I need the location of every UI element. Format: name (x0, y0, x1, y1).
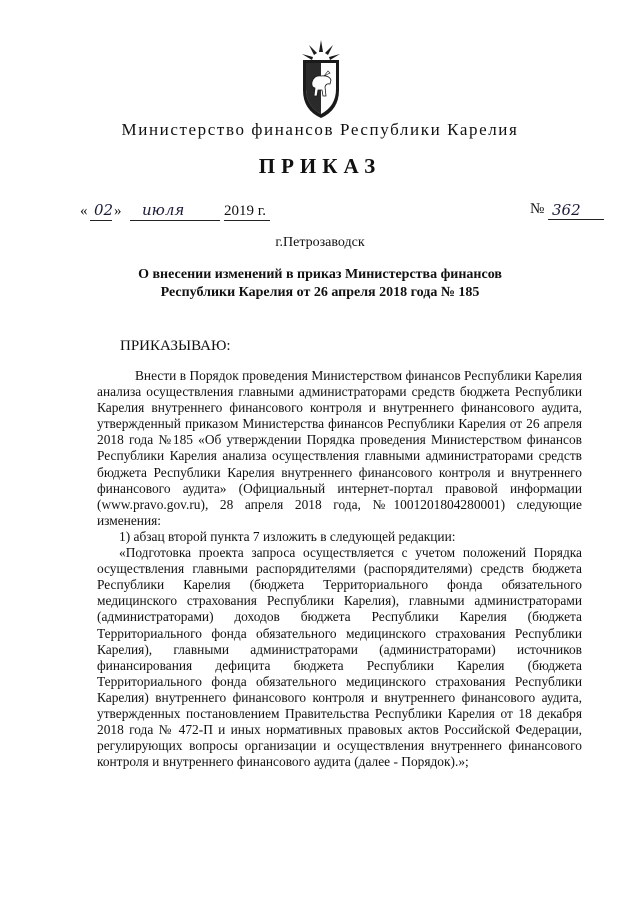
ministry-name: Министерство финансов Республики Карелия (121, 120, 519, 139)
body-intro-paragraph: Внести в Порядок проведения Министерством финансов Республики Карелия анализа осуществления главными администраторами средств бюджета Республики Карелия внутреннего финансового контроля и внутреннего финансового аудита, утвержденный приказом Министерства финансов Республики Карелия от 26 апреля 2018 года №185 «Об утверждении Порядка проведения Министерством финансов Республики Карелия анализа осуществления главными администраторами средств бюджета Республики Карелия внутреннего финансового контроля и внутреннего финансового аудита» (Официальный интернет-портал правовой информации (www.pravo.gov.ru), 28 апреля 2018 года, №1001201804280001) следующие изменения: (97, 368, 582, 528)
order-number-handwritten: 362 (552, 201, 581, 219)
body-quoted-paragraph: «Подготовка проекта запроса осуществляется с учетом положений Порядка осуществления главными распорядителями (распорядителями) средств бюджета Республики Карелия (бюджета Территориального фонда обязательного медицинского страхования Республики Карелия), главными администраторами (администраторами) доходов бюджета Республики Карелия (бюджета Территориального фонда обязательного медицинского страхования Республики Карелия), главными администраторами (администраторами) источников финансирования дефицита бюджета Республики Карелия (бюджета Территориального фонда обязательного медицинского страхования Республики Карелия) внутреннего финансового контроля и внутреннего финансового аудита, утвержденных постановлением Правительства Республики Карелия от 18 декабря 2018 года № 472-П и иных нормативных правовых актов Российской Федерации, регулирующих вопросы организации и осуществления внутреннего финансового контроля и внутреннего финансового аудита (далее - Порядок).»; (97, 545, 582, 770)
order-title (0, 266, 640, 302)
date-year: 2019 г. (224, 203, 266, 219)
date-day-handwritten: 02 (94, 201, 114, 219)
document-type-title: ПРИКАЗ (258, 154, 382, 178)
body-item-1: 1) абзац второй пункта 7 изложить в следующей редакции: (119, 528, 456, 544)
date-month-underline (130, 220, 220, 221)
date-quote-close: » (114, 203, 122, 219)
number-underline (548, 219, 604, 220)
coat-of-arms-emblem (296, 40, 346, 120)
order-number (530, 201, 610, 223)
date-day-underline (90, 220, 112, 221)
order-keyword: ПРИКАЗЫВАЮ: (120, 338, 231, 354)
city-name: г.Петрозаводск (275, 235, 365, 250)
order-body (97, 368, 582, 770)
order-title-line-2: Республики Карелия от 26 апреля 2018 года № 185 (160, 285, 480, 300)
order-title-line-1: О внесении изменений в приказ Министерства финансов (138, 267, 502, 282)
order-date (80, 203, 280, 223)
date-quote-open: « (80, 203, 88, 219)
number-sign: № (530, 201, 545, 217)
date-month-handwritten: июля (142, 201, 185, 219)
date-year-underline (224, 220, 270, 221)
